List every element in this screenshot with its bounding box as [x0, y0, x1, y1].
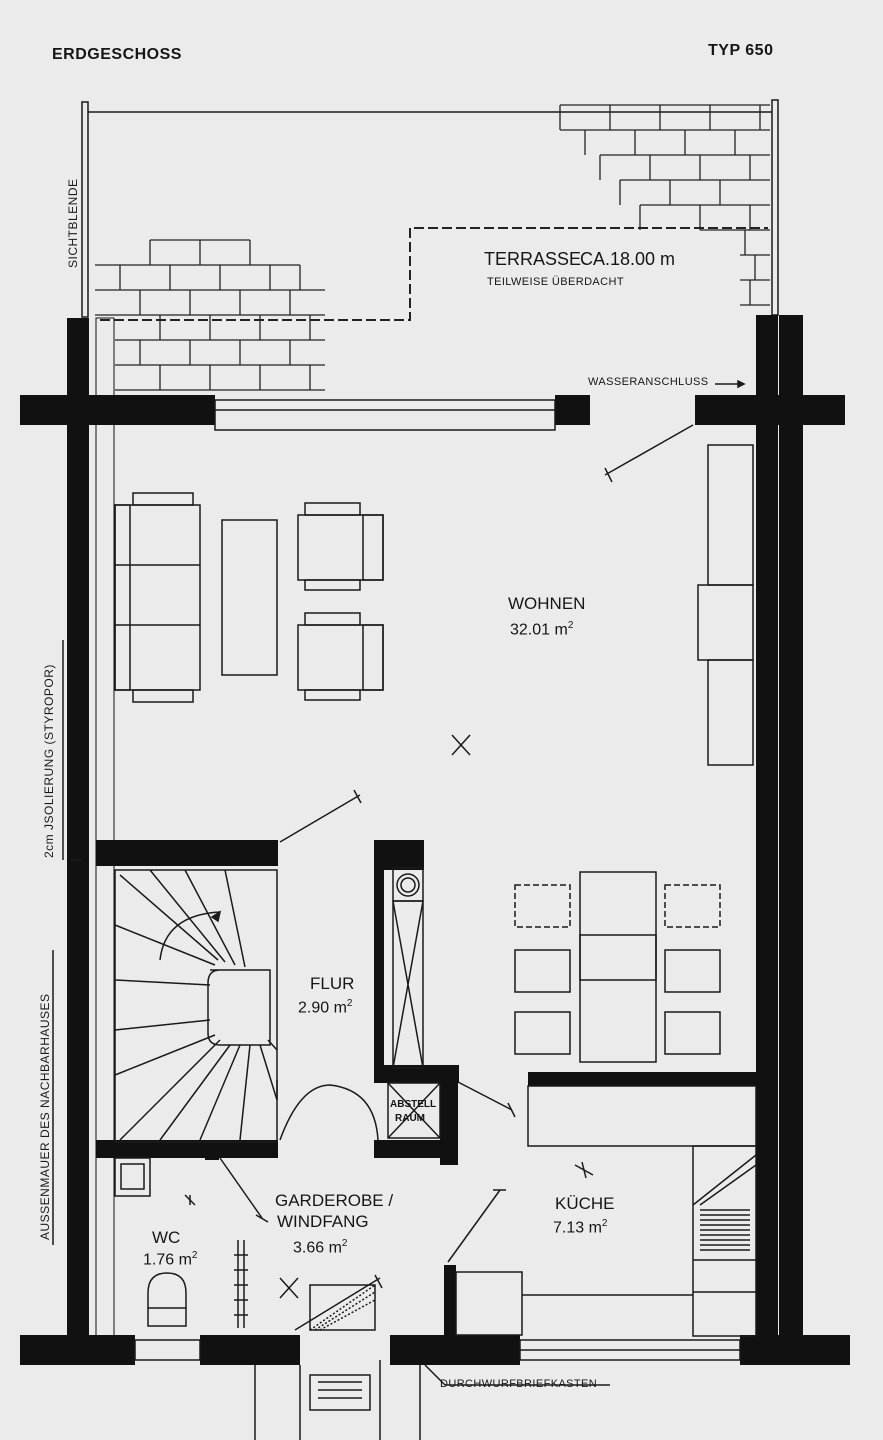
flur-area: 2.90 $m^2$: [298, 998, 353, 1017]
abstellraum-line2: RAUM: [395, 1113, 425, 1124]
flur-name: FLUR: [310, 974, 355, 993]
garderobe-name-line2: WINDFANG: [277, 1212, 369, 1231]
wc-toilet: [148, 1273, 186, 1326]
wc-name: WC: [152, 1228, 181, 1247]
wc-area: 1.76 $m^2$: [143, 1250, 198, 1269]
aussenmauer-label: AUSSENMAUER DES NACHBARHAUSES: [38, 993, 52, 1240]
terrace-door: [605, 425, 693, 475]
kueche-name: KÜCHE: [555, 1194, 615, 1213]
staircase: [115, 870, 277, 1142]
sichtblende-label: SICHTBLENDE: [66, 178, 80, 268]
garderobe-area: 3.66 $m^2$: [293, 1238, 348, 1257]
durchwurfbriefkasten-label: DURCHWURFBRIEFKASTEN: [440, 1378, 598, 1390]
entrance-mat: [310, 1375, 370, 1410]
sofa: [115, 493, 200, 702]
sichtblende-right: [772, 100, 778, 315]
kitchen-counter-top: [528, 1086, 756, 1146]
isolierung-label: 2cm JSOLIERUNG (STYROPOR): [42, 664, 56, 858]
floor-title: ERDGESCHOSS: [52, 46, 182, 63]
wasseranschluss-label: WASSERANSCHLUSS: [588, 376, 709, 388]
walls: [20, 315, 850, 1365]
sichtblende-left: [82, 102, 88, 317]
kueche-area: 7.13 $m^2$: [553, 1218, 608, 1237]
kitchen-door: [448, 1190, 500, 1262]
wohnen-area: 32.01 $m^2$: [510, 620, 574, 639]
coffee-table: [222, 520, 277, 675]
doormat: [310, 1285, 375, 1330]
terrace-window: [215, 400, 555, 430]
garderobe-door: [220, 1158, 262, 1218]
garderobe-name-line1: GARDEROBE /: [275, 1191, 394, 1210]
flur-door: [280, 1085, 378, 1140]
armchair-top: [298, 503, 383, 590]
abstellraum-line1: ABSTELL: [390, 1099, 437, 1110]
wohnen-name: WOHNEN: [508, 594, 586, 613]
wall-unit: [698, 445, 753, 765]
dining-set: [515, 872, 720, 1062]
armchair-bottom: [298, 613, 383, 700]
living-door: [280, 795, 360, 842]
kitchen-counter-right: [693, 1146, 756, 1336]
terrasse-name: TERRASSE: [484, 249, 582, 269]
fridge: [456, 1272, 522, 1335]
type-label: TYP 650: [708, 42, 774, 59]
coat-rack: [234, 1240, 248, 1328]
terrasse-area: CA.18.00 m: [580, 249, 676, 269]
terrasse-note: TEILWEISE ÜBERDACHT: [487, 276, 624, 288]
wc-window: [135, 1340, 200, 1360]
